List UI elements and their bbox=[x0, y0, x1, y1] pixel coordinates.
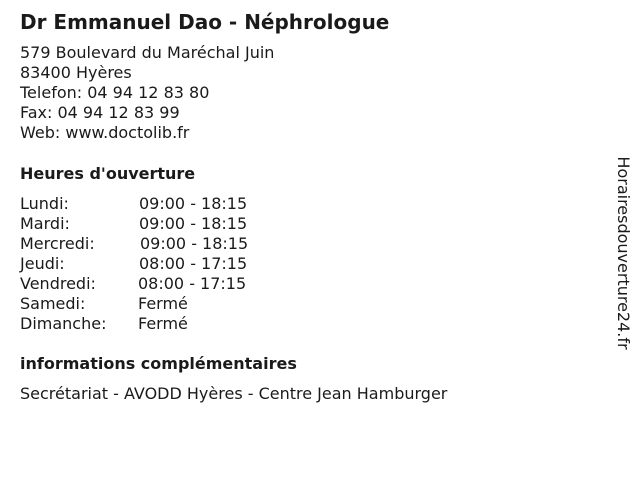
day-label: Lundi: bbox=[20, 194, 69, 213]
page-title: Dr Emmanuel Dao - Néphrologue bbox=[20, 10, 390, 34]
city-postcode: 83400 Hyères bbox=[20, 63, 132, 82]
day-hours: 09:00 - 18:15 bbox=[140, 234, 249, 253]
day-label: Vendredi: bbox=[20, 274, 96, 293]
day-label: Samedi: bbox=[20, 294, 86, 313]
day-hours: 08:00 - 17:15 bbox=[139, 254, 248, 273]
opening-hours-heading: Heures d'ouverture bbox=[20, 164, 196, 183]
day-label: Dimanche: bbox=[20, 314, 107, 333]
additional-info-heading: informations complémentaires bbox=[20, 354, 297, 373]
phone-number: Telefon: 04 94 12 83 80 bbox=[20, 83, 210, 102]
day-label: Jeudi: bbox=[20, 254, 65, 273]
website: Web: www.doctolib.fr bbox=[20, 123, 190, 142]
additional-info-text: Secrétariat - AVODD Hyères - Centre Jean Hamburger bbox=[20, 384, 448, 403]
day-hours: 09:00 - 18:15 bbox=[139, 214, 248, 233]
day-hours: Fermé bbox=[138, 314, 188, 333]
site-watermark: Horairesdouverture24.fr bbox=[614, 156, 633, 350]
fax-number: Fax: 04 94 12 83 99 bbox=[20, 103, 180, 122]
day-label: Mardi: bbox=[20, 214, 70, 233]
contact-block bbox=[20, 43, 274, 143]
day-label: Mercredi: bbox=[20, 234, 95, 253]
day-hours: Fermé bbox=[138, 294, 188, 313]
day-hours: 09:00 - 18:15 bbox=[139, 194, 248, 213]
day-hours: 08:00 - 17:15 bbox=[138, 274, 247, 293]
street-address: 579 Boulevard du Maréchal Juin bbox=[20, 43, 275, 62]
